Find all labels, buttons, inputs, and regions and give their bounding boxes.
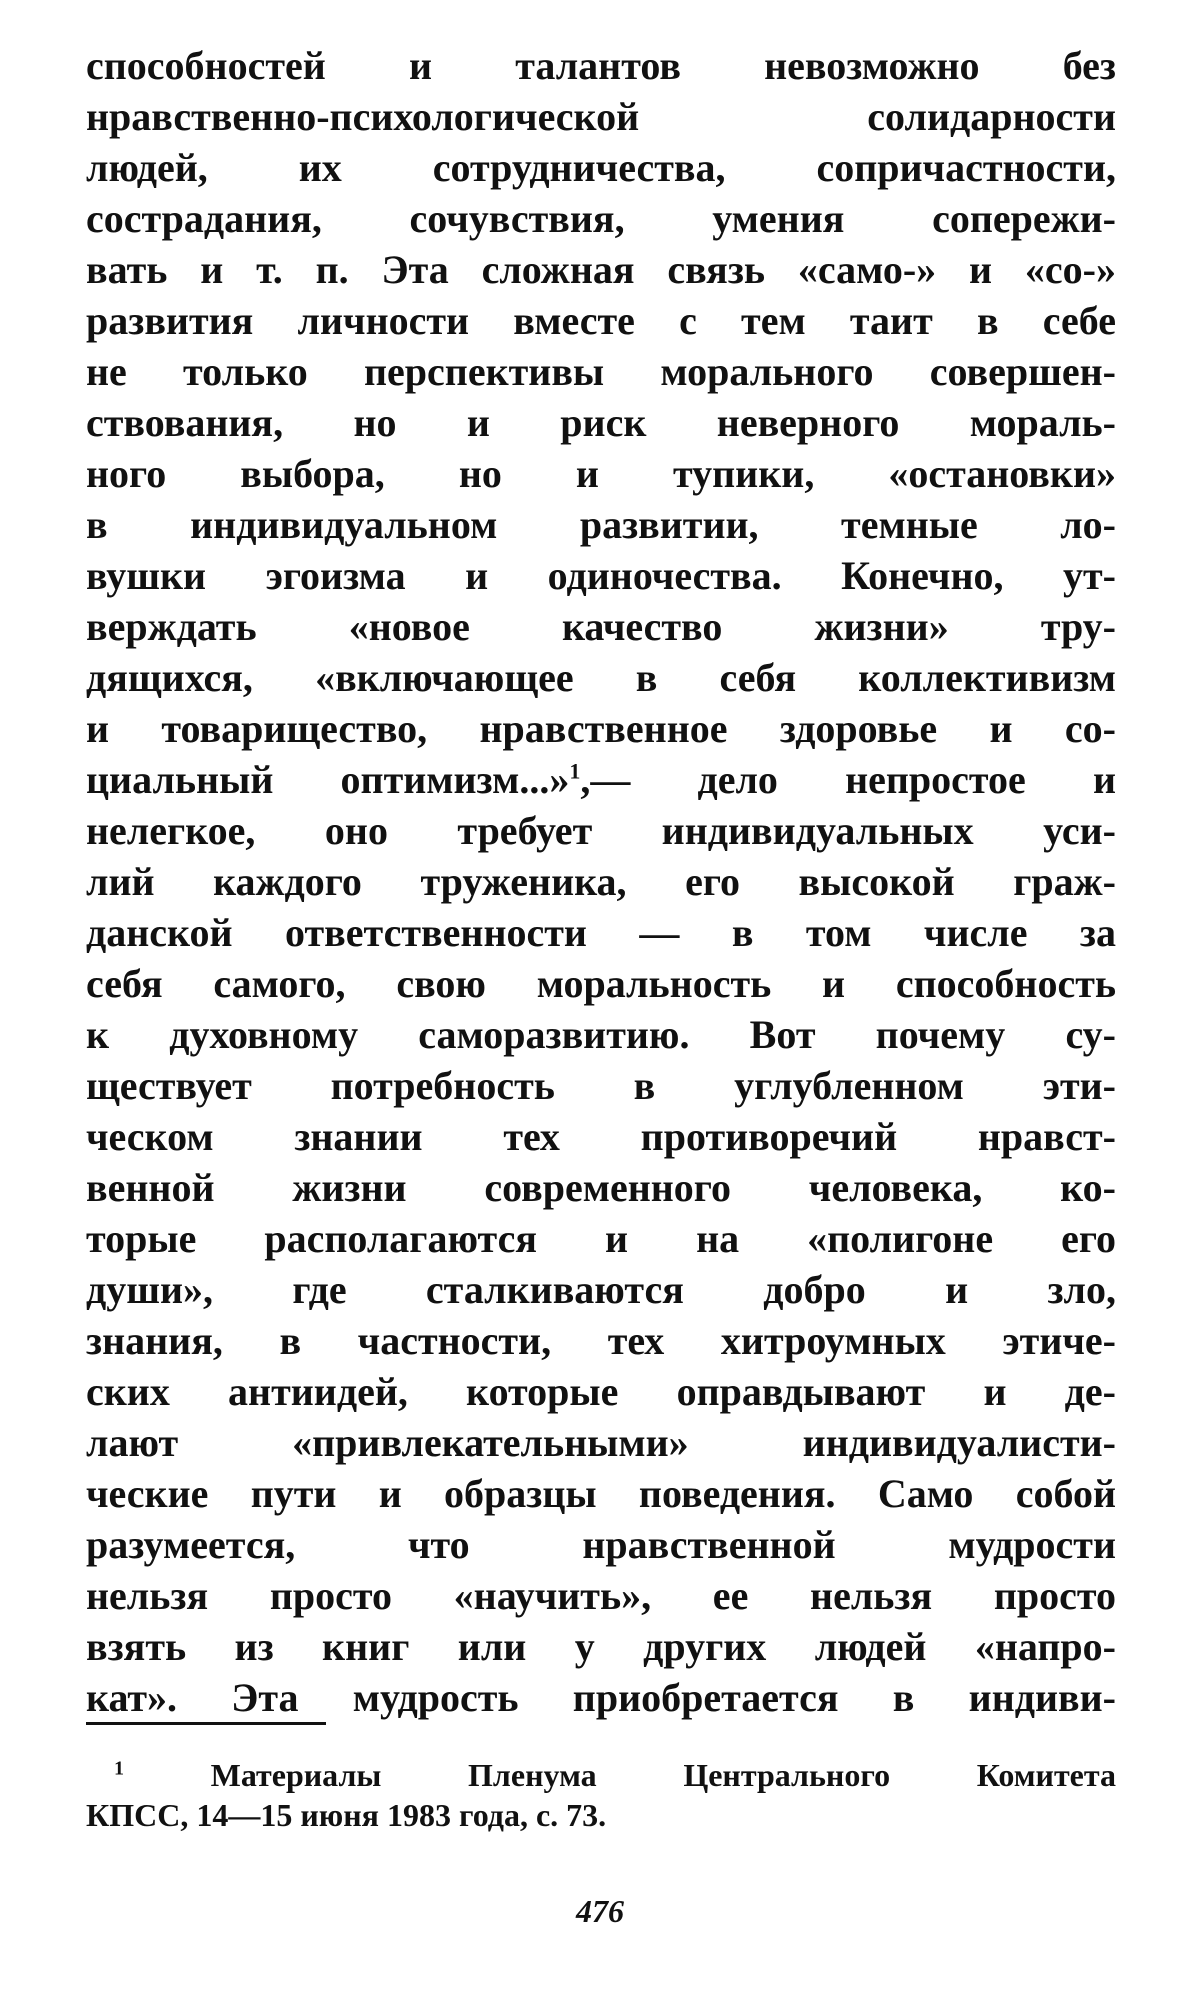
text-line: способностей и талантов невозможно без [86,43,1116,88]
footnote-line [86,1755,1116,1795]
text-line: вать и т. п. Эта сложная связь «само-» и «со-» [86,247,1116,292]
text-line: ских антиидей, которые оправдывают и де- [86,1369,1116,1414]
text-line: в индивидуальном развитии, темные ло- [86,502,1116,547]
text-line: данской ответственности — в том числе за [86,910,1116,955]
page-body [86,40,1116,1723]
text-line: разумеется, что нравственной мудрости [86,1522,1116,1567]
text-line: нелегкое, оно требует индивидуальных уси- [86,808,1116,853]
text-line: торые располагаются и на «полигоне его [86,1216,1116,1261]
text-line: взять из книг или у других людей «напро- [86,1624,1116,1669]
text-line: не только перспективы морального совершен- [86,349,1116,394]
text-line: к духовному саморазвитию. Вот почему су- [86,1012,1116,1057]
text-line: души», где сталкиваются добро и зло, [86,1267,1116,1312]
text-line: сострадания, сочувствия, умения сопережи- [86,196,1116,241]
text-line: нравственно-психологической солидарности [86,94,1116,139]
footnote-reference[interactable]: 1 [569,758,581,784]
text-line: лают «привлекательными» индивидуалисти- [86,1420,1116,1465]
text-fragment: циальный оптимизм...» [86,757,570,802]
text-line: развития личности вместе с тем таит в себе [86,298,1116,343]
text-line: ческие пути и образцы поведения. Само собой [86,1471,1116,1516]
footnote-marker: 1 [114,1757,124,1780]
text-line: кат». Эта мудрость приобретается в индиви- [86,1675,1116,1720]
text-line: себя самого, свою моральность и способность [86,961,1116,1006]
text-line: ществует потребность в углубленном эти- [86,1063,1116,1108]
text-line: ного выбора, но и тупики, «остановки» [86,451,1116,496]
text-line: венной жизни современного человека, ко- [86,1165,1116,1210]
text-line: и товарищество, нравственное здоровье и со- [86,706,1116,751]
text-line: верждать «новое качество жизни» тру- [86,604,1116,649]
text-line: дящихся, «включающее в себя коллективизм [86,655,1116,700]
text-line: лий каждого труженика, его высокой граж- [86,859,1116,904]
text-line: ческом знании тех противоречий нравст- [86,1114,1116,1159]
text-line-with-footnote-ref [86,754,1116,805]
text-line: нельзя просто «научить», ее нельзя просто [86,1573,1116,1618]
text-line: вушки эгоизма и одиночества. Конечно, ут- [86,553,1116,598]
text-line: ствования, но и риск неверного мораль- [86,400,1116,445]
footnote-divider [86,1722,326,1725]
page-number: 476 [576,1893,624,1929]
text-line: людей, их сотрудничества, сопричастности, [86,145,1116,190]
footnote-text: Материалы Пленума Центрального Комитета [210,1757,1116,1793]
text-line: знания, в частности, тех хитроумных этиче- [86,1318,1116,1363]
footnote-line: КПСС, 14—15 июня 1983 года, с. 73. [86,1797,607,1833]
main-text [86,40,1116,1723]
text-fragment: ,— дело непростое и [580,757,1116,802]
footnote [86,1755,1116,1835]
